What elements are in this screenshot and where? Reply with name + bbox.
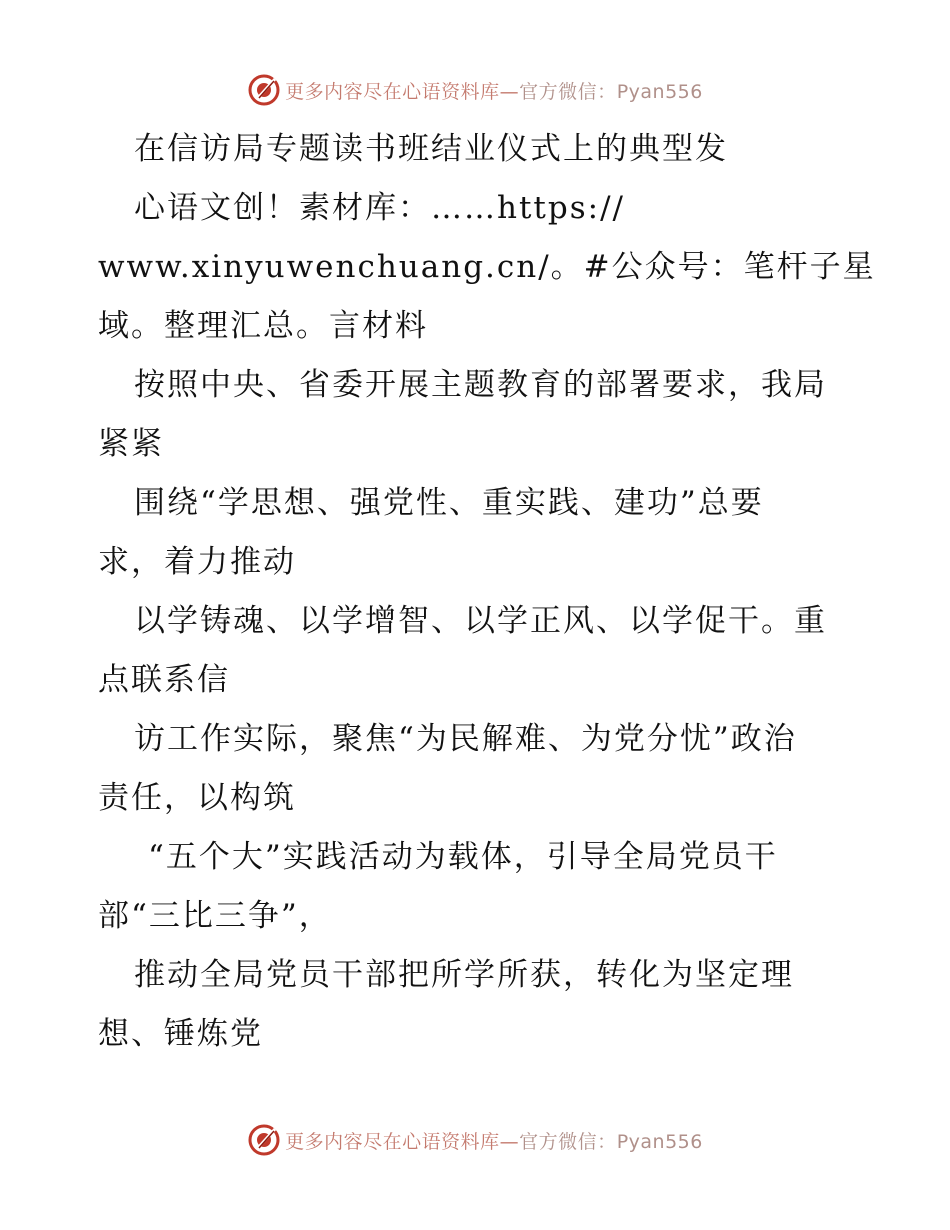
header-watermark-text (285, 77, 703, 104)
body-line: 围绕“学思想、强党性、重实践、建功”总要 (134, 485, 764, 521)
header-wechat-id: Pyan556 (616, 80, 703, 103)
header-watermark-banner (0, 70, 950, 110)
body-line: 紧紧 (98, 426, 164, 462)
body-line-note: 域。整理汇总。言材料 (98, 308, 428, 344)
body-line: 部“三比三争”， (98, 898, 332, 934)
header-site-text: 更多内容尽在心语资料库 (285, 80, 500, 103)
body-line: 想、锤炼党 (98, 1016, 263, 1052)
body-line: 求，着力推动 (98, 544, 296, 580)
body-line-title: 在信访局专题读书班结业仪式上的典型发 (134, 131, 728, 167)
header-separator: — (499, 80, 520, 103)
header-wechat-label: 官方微信： (519, 80, 617, 103)
body-line: 责任，以构筑 (98, 780, 296, 816)
footer-wechat-id: Pyan556 (616, 1130, 703, 1153)
body-line: 访工作实际，聚焦“为民解难、为党分忧”政治 (134, 721, 797, 757)
brand-logo-icon (247, 73, 281, 107)
footer-separator: — (499, 1130, 520, 1153)
body-line: 点联系信 (98, 662, 230, 698)
body-line: 以学铸魂、以学增智、以学正风、以学促干。重 (134, 603, 827, 639)
body-line-url: www.xinyuwenchuang.cn/。#公众号：笔杆子星 (98, 249, 876, 285)
footer-watermark-text (285, 1127, 703, 1154)
body-line: “五个大”实践活动为载体，引导全局党员干 (148, 839, 778, 875)
brand-logo-icon (247, 1123, 281, 1157)
footer-wechat-label: 官方微信： (519, 1130, 617, 1153)
footer-watermark-banner (0, 1120, 950, 1160)
body-line: 按照中央、省委开展主题教育的部署要求，我局 (134, 367, 827, 403)
footer-site-text: 更多内容尽在心语资料库 (285, 1130, 500, 1153)
body-line: 推动全局党员干部把所学所获，转化为坚定理 (134, 957, 794, 993)
body-line-source: 心语文创！素材库：……https:// (134, 190, 625, 226)
document-body (98, 120, 876, 1064)
